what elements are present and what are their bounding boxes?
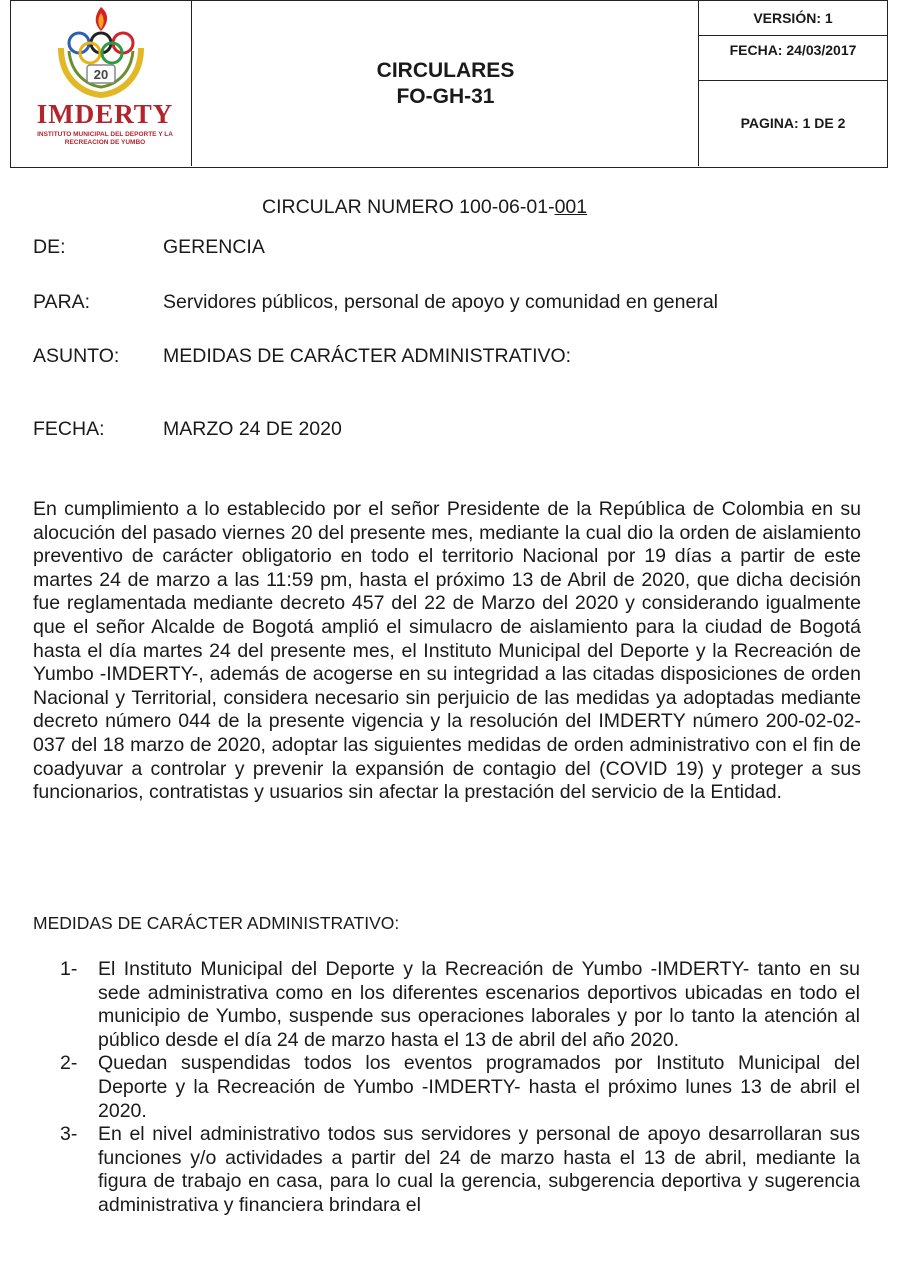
list-item <box>60 1052 860 1123</box>
body-paragraph: En cumplimiento a lo establecido por el señor Presidente de la República de Colombia en su alocución del pasado viernes 20 del presente mes, mediante la cual dio la orden de aislamiento preventivo de carácter obligatorio en todo el territorio Nacional por 19 días a partir de este martes 24 de marzo a las 11:59 pm, hasta el próximo 13 de Abril de 2020, que dicha decisión fue reglamentada mediante decreto 457 del 22 de Marzo del 2020 y considerando igualmente que el señor Alcalde de Bogotá amplió el simulacro de aislamiento para la ciudad de Bogotá hasta el día martes 24 del presente mes, el Instituto Municipal del Deporte y la Recreación de Yumbo -IMDERTY-, además de acogerse en su integridad a las citadas disposiciones de orden Nacional y Territorial, considera necesario sin perjuicio de las medidas ya adoptadas mediante decreto número 044 de la presente vigencia y la resolución del IMDERTY número 200-02-02-037 del 18 marzo de 2020, adoptar las siguientes medidas de orden administrativo con el fin de coadyuvar a controlar y prevenir la expansión de contagio del (COVID 19) y proteger a sus funcionarios, contratistas y usuarios sin afectar la prestación del servicio de la Entidad. <box>33 498 861 804</box>
list-item <box>60 958 860 1052</box>
logo-cell <box>11 1 192 166</box>
field-value-fecha: MARZO 24 DE 2020 <box>163 418 342 440</box>
imderty-logo-icon <box>31 3 171 103</box>
page-cell: PAGINA: 1 DE 2 <box>740 115 846 131</box>
date-text: FECHA: 24/03/2017 <box>729 42 857 58</box>
list-item-text: En el nivel administrativo todos sus servidores y personal de apoyo desarrollaran sus funciones y/o actividades a partir del 24 de marzo hasta el 13 de abril, mediante la figura de trabajo en casa, para lo cual la gerencia, subgerencia deportiva y sugerencia administrativa y financiera brindara el <box>98 1123 860 1216</box>
version-cell: VERSIÓN: 1 <box>699 1 887 36</box>
document-code: FO-GH-31 <box>396 85 495 108</box>
logo-text: IMDERTY <box>36 99 174 129</box>
field-value-para: Servidores públicos, personal de apoyo y comunidad en general <box>163 291 719 313</box>
field-label-de: DE: <box>33 236 66 258</box>
list-item-number: 1- <box>60 958 78 980</box>
circular-label: CIRCULAR NUMERO 100-06-01- <box>262 196 555 218</box>
document-title: CIRCULARES <box>376 59 515 82</box>
circular-suffix: 001 <box>554 196 588 218</box>
field-label-asunto: ASUNTO: <box>33 345 120 367</box>
field-value-asunto: MEDIDAS DE CARÁCTER ADMINISTRATIVO: <box>163 345 572 367</box>
date-cell <box>699 36 887 81</box>
list-item-text: El Instituto Municipal del Deporte y la Recreación de Yumbo -IMDERTY- tanto en su sede administrativa como en los diferentes escenarios deportivos ubicadas en todo el municipio de Yumbo, suspende sus operaciones laborales y por lo tanto la atención al público desde el día 24 de marzo hasta el 13 de abril del año 2020. <box>98 958 860 1051</box>
measures-list <box>60 958 860 1218</box>
measures-heading: MEDIDAS DE CARÁCTER ADMINISTRATIVO: <box>33 913 400 933</box>
circular-number <box>262 196 587 219</box>
field-value-de: GERENCIA <box>163 236 265 258</box>
field-label-para: PARA: <box>33 291 91 313</box>
list-item <box>60 1123 860 1217</box>
document-header <box>10 0 888 168</box>
field-label-fecha: FECHA: <box>33 418 105 440</box>
list-item-text: Quedan suspendidas todos los eventos programados por Instituto Municipal del Deporte y la Recreación de Yumbo -IMDERTY- hasta el próximo lunes 13 de abril el 2020. <box>98 1052 860 1122</box>
list-item-number: 3- <box>60 1123 78 1146</box>
list-item-number: 2- <box>60 1052 78 1075</box>
logo-subtitle: INSTITUTO MUNICIPAL DEL DEPORTE Y LA RECREACION DE YUMBO <box>37 131 173 146</box>
logo-badge: 20 <box>93 67 109 82</box>
title-cell <box>193 1 699 166</box>
